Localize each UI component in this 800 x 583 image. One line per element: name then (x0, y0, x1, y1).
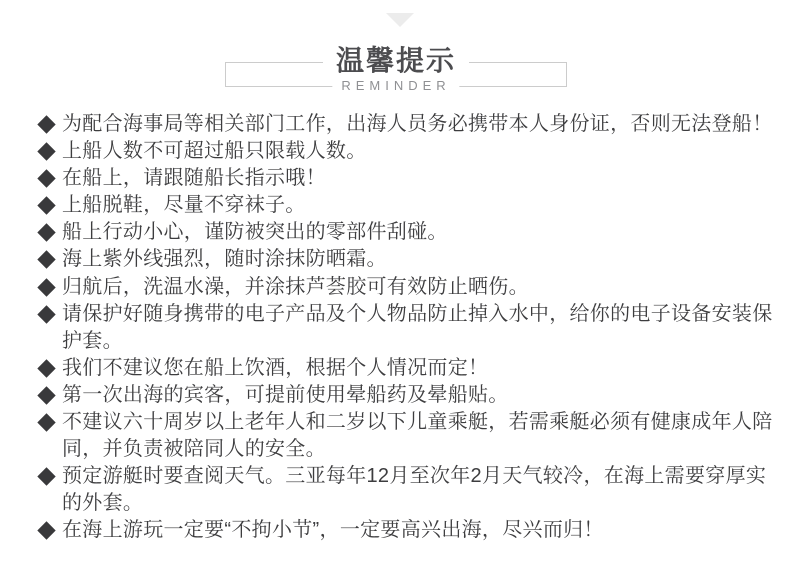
diamond-bullet-icon (37, 522, 55, 540)
reminder-item (37, 517, 777, 544)
reminder-text: 为配合海事局等相关部门工作，出海人员务必携带本人身份证，否则无法登船！ (62, 113, 773, 135)
reminder-text: 在船上，请跟随船长指示哦！ (62, 167, 326, 190)
reminder-text: 第一次出海的宾客，可提前使用晕船药及晕船贴。 (62, 383, 509, 406)
diamond-bullet-icon (37, 251, 55, 269)
reminder-item (37, 274, 777, 301)
reminder-item (37, 382, 777, 409)
reminder-item (37, 138, 777, 165)
diamond-bullet-icon (37, 169, 55, 187)
reminder-item (37, 409, 777, 463)
diamond-bullet-icon (37, 224, 55, 242)
diamond-bullet-icon (37, 359, 55, 377)
reminder-item (37, 219, 777, 246)
reminder-text: 海上紫外线强烈，随时涂抹防晒霜。 (62, 248, 387, 271)
page-subtitle: REMINDER (332, 78, 459, 94)
reminder-text: 船上行动小心，谨防被突出的零部件刮碰。 (62, 221, 448, 244)
diamond-bullet-icon (37, 115, 55, 133)
diamond-bullet-icon (37, 305, 55, 323)
diamond-bullet-icon (37, 142, 55, 160)
reminder-list (37, 111, 777, 545)
reminder-text: 请保护好随身携带的电子产品及个人物品防止掉入水中，给你的电子设备安装保护套。 (62, 302, 773, 352)
reminder-text: 上船人数不可超过船只限载人数。 (62, 140, 367, 163)
diamond-bullet-icon (37, 413, 55, 431)
reminder-text: 我们不建议您在船上饮酒，根据个人情况而定！ (62, 356, 489, 379)
reminder-item (37, 111, 777, 138)
page-title: 温馨提示 (323, 47, 469, 77)
diamond-bullet-icon (37, 278, 55, 296)
reminder-text: 在海上游玩一定要“不拘小节”，一定要高兴出海，尽兴而归！ (62, 519, 604, 542)
reminder-text: 上船脱鞋，尽量不穿袜子。 (62, 194, 306, 217)
reminder-item (37, 192, 777, 219)
reminder-text: 归航后，洗温水澡，并涂抹芦荟胶可有效防止晒伤。 (62, 275, 529, 298)
reminder-item (37, 246, 777, 273)
reminder-item (37, 165, 777, 192)
diamond-bullet-icon (37, 386, 55, 404)
reminder-text: 预定游艇时要查阅天气。三亚每年12月至次年2月天气较冷，在海上需要穿厚实的外套。 (62, 465, 767, 515)
reminder-text: 不建议六十周岁以上老年人和二岁以下儿童乘艇，若需乘艇必须有健康成年人陪同，并负责被陪同人的安全。 (62, 411, 773, 461)
diamond-bullet-icon (37, 468, 55, 486)
diamond-bullet-icon (37, 197, 55, 215)
reminder-item (37, 301, 777, 355)
reminder-item (37, 355, 777, 382)
reminder-item (37, 463, 777, 517)
reminder-header-box (225, 46, 567, 93)
triangle-down-icon (386, 13, 414, 27)
